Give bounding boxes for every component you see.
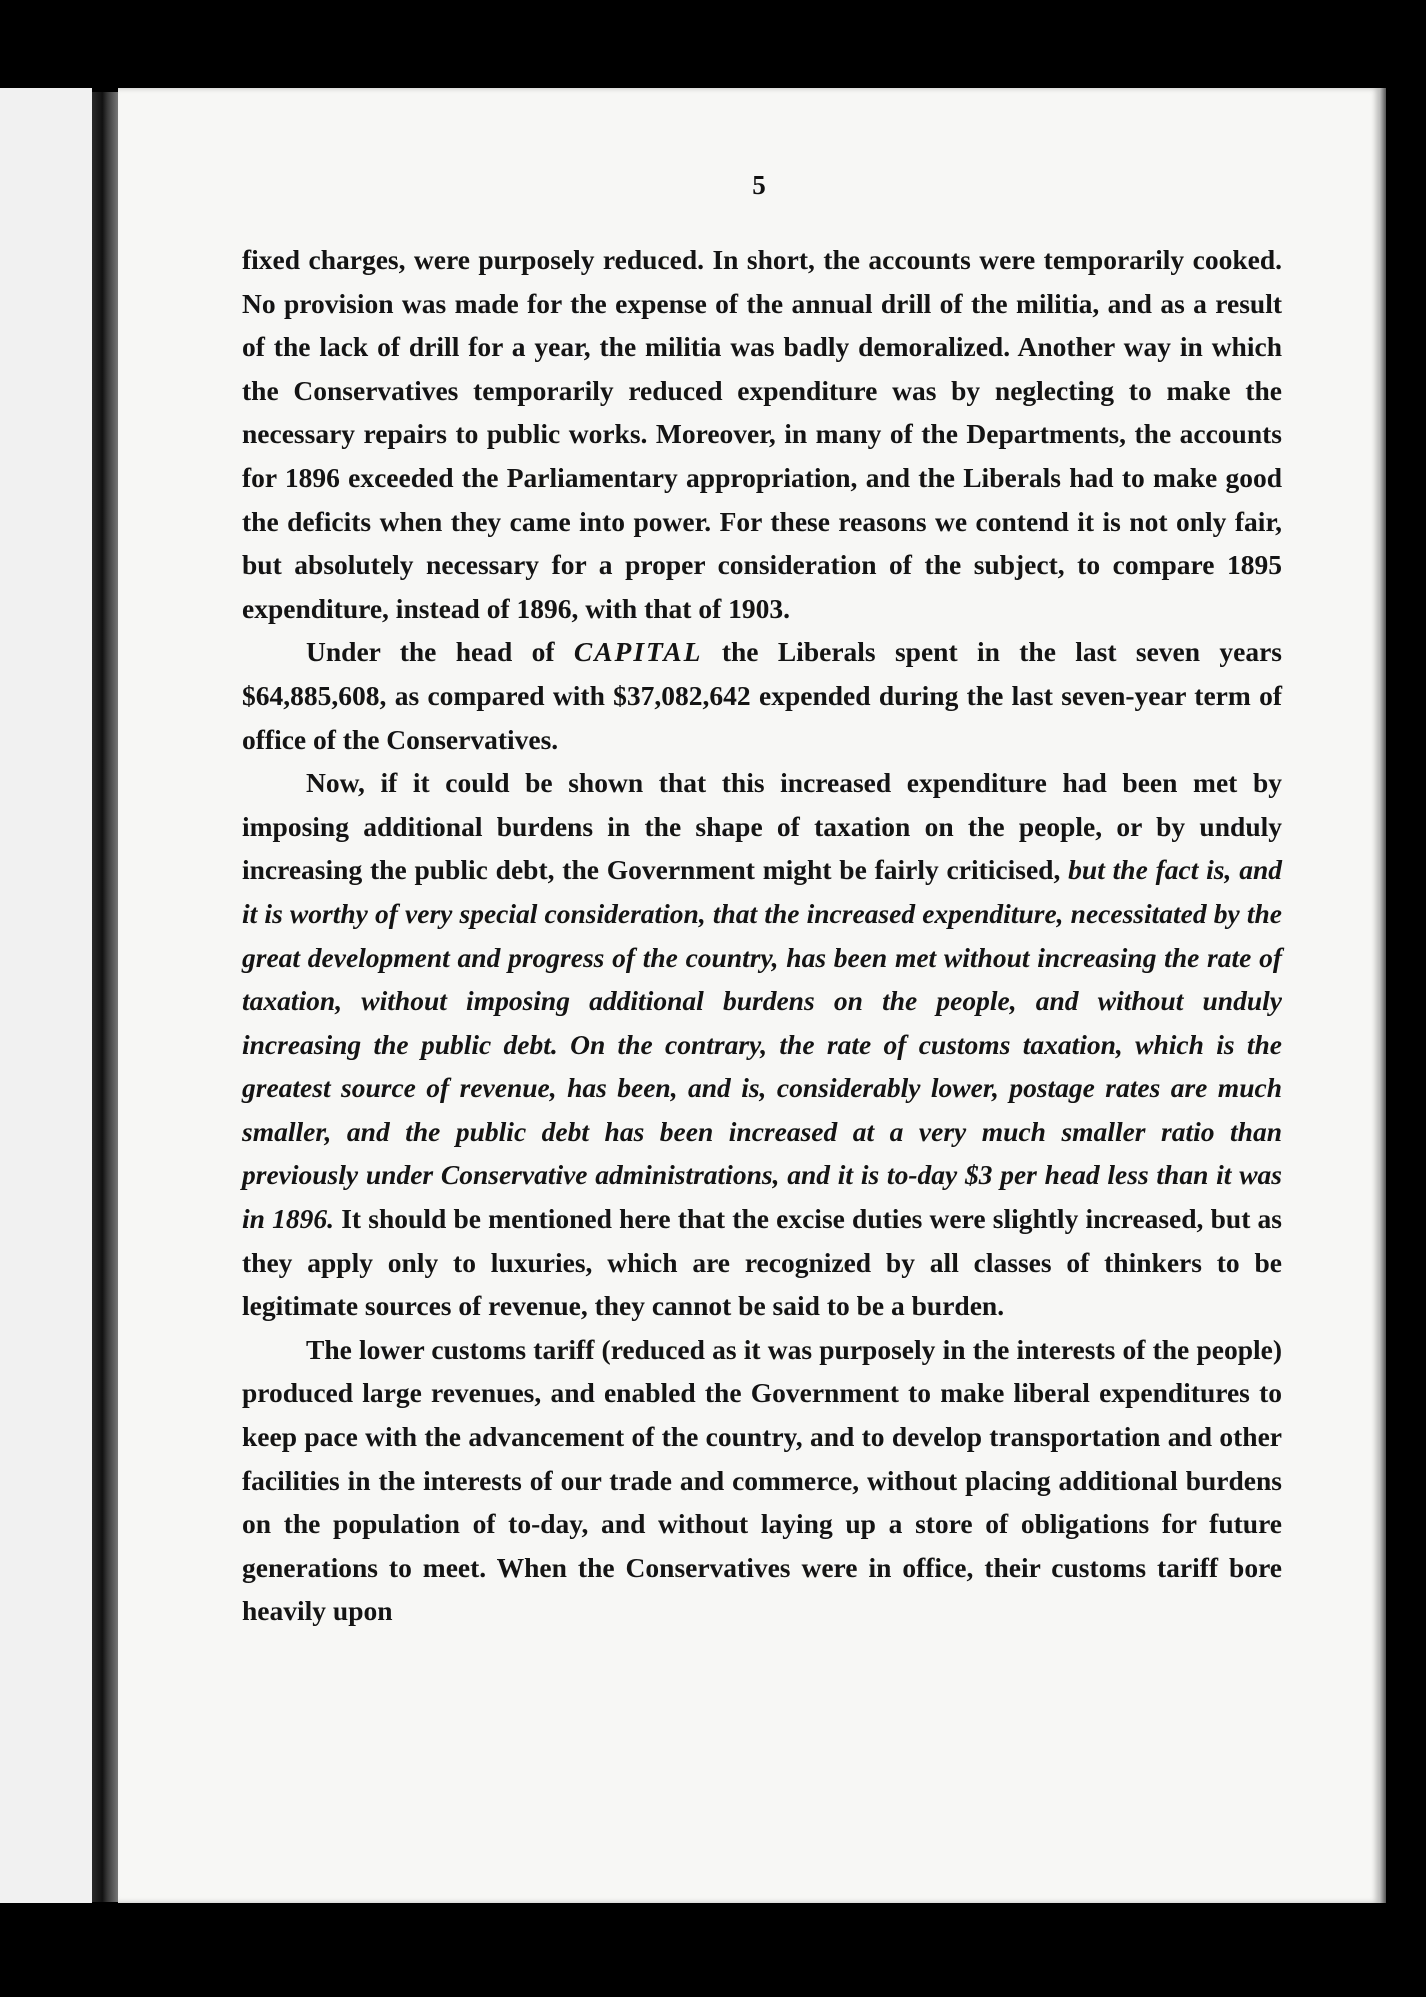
paragraph-3-text-b: It should be mentioned here that the excise duties were slightly increased, but as they apply only to luxuries, which are recognized by all classes of thinkers to be legitimate sources of revenue, they cannot be said to be a burden. xyxy=(242,1203,1283,1322)
document-page xyxy=(118,88,1380,1903)
paragraph-4 xyxy=(242,1328,1282,1633)
paragraph-3 xyxy=(242,761,1282,1328)
body-text xyxy=(242,238,1282,1633)
paragraph-4-text: The lower customs tariff (reduced as it was purposely in the interests of the people) produced large revenues, and enabled the Government to make liberal expenditures to keep pace with the advancement of the country, and to develop transportation and other facilities in the interests of our trade and commerce, without placing additional burdens on the population of to-day, and without laying up a store of obligations for future generations to meet. When the Conservatives were in office, their customs tariff bore heavily upon xyxy=(242,1333,1282,1627)
paragraph-2-text-a: Under the head of xyxy=(306,636,574,668)
paragraph-2-text-b: the Liberals spent in the last seven years $64,885,608, as compared with $37,082,642 expended during the last seven-year term of office of the Conservatives. xyxy=(242,636,1282,755)
capital-heading-word: CAPITAL xyxy=(573,636,703,668)
paragraph-2 xyxy=(242,630,1282,761)
paragraph-3-text-a: Now, if it could be shown that this increased expenditure had been met by imposing additional burdens in the shape of taxation on the people, or by unduly increasing the public debt, the Government might be fairly criticised, xyxy=(242,767,1282,886)
page-edge-shadow xyxy=(1380,88,1386,1903)
paragraph-1-text: fixed charges, were purposely reduced. In short, the accounts were temporarily cooked. No provision was made for the expense of the annual drill of the militia, and as a result of the lack of drill for a year, the militia was badly demoralized. Another way in which the Conservatives temporarily reduced expenditure was by neglecting to make the necessary repairs to public works. Moreover, in many of the Departments, the accounts for 1896 exceeded the Parliamentary appropriation, and the Liberals had to make good the deficits when they came into power. For these reasons we contend it is not only fair, but absolutely necessary for a proper consideration of the subject, to compare 1895 expenditure, instead of 1896, with that of 1903. xyxy=(242,244,1282,624)
book-spine xyxy=(92,92,118,1902)
paragraph-1 xyxy=(242,238,1282,630)
previous-page-edge xyxy=(0,88,92,1903)
page-number: 5 xyxy=(752,170,766,200)
paragraph-3-italic-text: but the fact is, and it is worthy of very special consideration, that the increased expenditure, necessitated by the great development and progress of the country, has been met without increasing the rate of taxation, without imposing additional burdens on the people, and without unduly increasing the public debt. On the contrary, the rate of customs taxation, which is the greatest source of revenue, has been, and is, considerably lower, postage rates are much smaller, and the public debt has been increased at a very much smaller ratio than previously under Conservative administrations, and it is to-day $3 per head less than it was in 1896. xyxy=(242,854,1282,1235)
